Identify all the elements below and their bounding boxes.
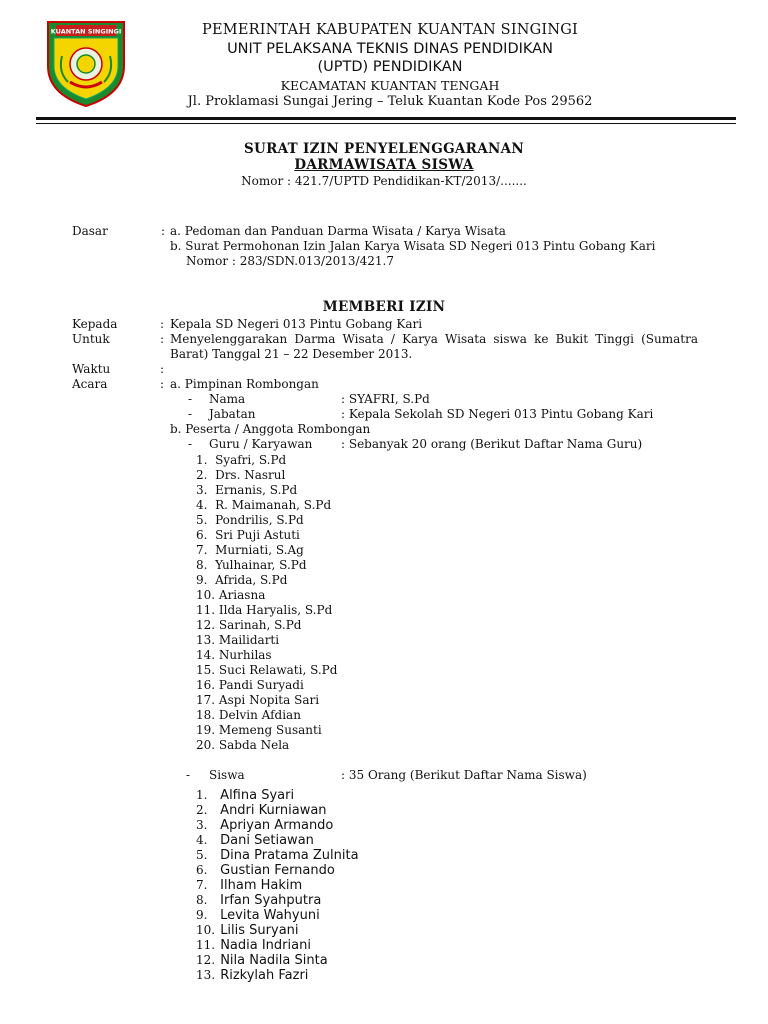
siswa-value: : 35 Orang (Berikut Daftar Nama Siswa) <box>341 768 587 782</box>
siswa-list-item: 3. Apriyan Armando <box>196 818 334 833</box>
guru-list-item: 14. Nurhilas <box>196 648 272 662</box>
siswa-list-item: 4. Dani Setiawan <box>196 833 314 848</box>
untuk-value-line2: Barat) Tanggal 21 – 22 Desember 2013. <box>170 347 413 361</box>
siswa-list-item: 5. Dina Pratama Zulnita <box>196 848 359 863</box>
jabatan-value: : Kepala Sekolah SD Negeri 013 Pintu Gobang Kari <box>341 407 654 421</box>
regency-emblem-logo <box>40 16 132 108</box>
document-title: SURAT IZIN PENYELENGGARANAN <box>243 141 525 157</box>
guru-list-item: 5. Pondrilis, S.Pd <box>196 513 304 527</box>
dash: - <box>188 407 193 421</box>
untuk-colon: : <box>160 332 165 346</box>
dash: - <box>186 768 191 782</box>
siswa-list-item: 8. Irfan Syahputra <box>196 893 322 908</box>
letterhead-rule-thin <box>36 123 736 124</box>
acara-item-b: b. Peserta / Anggota Rombongan <box>170 422 371 436</box>
dasar-item-b-nomor: Nomor : 283/SDN.013/2013/421.7 <box>186 254 394 268</box>
siswa-list-item: 7. Ilham Hakim <box>196 878 303 893</box>
siswa-list-item: 10. Lilis Suryani <box>196 923 299 938</box>
dasar-item-a: a. Pedoman dan Panduan Darma Wisata / Karya Wisata <box>170 224 506 238</box>
guru-value: : Sebanyak 20 orang (Berikut Daftar Nama Guru) <box>341 437 643 451</box>
guru-list-item: 9. Afrida, S.Pd <box>196 573 288 587</box>
letterhead-rule-thick <box>36 117 736 120</box>
guru-list-item: 6. Sri Puji Astuti <box>196 528 300 542</box>
guru-label: Guru / Karyawan <box>209 437 313 451</box>
guru-list-item: 12. Sarinah, S.Pd <box>196 618 302 632</box>
guru-list-item: 13. Mailidarti <box>196 633 280 647</box>
siswa-list-item: 1. Alfina Syari <box>196 788 295 803</box>
untuk-label: Untuk <box>72 332 110 346</box>
siswa-label: Siswa <box>209 768 245 782</box>
guru-list-item: 16. Pandi Suryadi <box>196 678 304 692</box>
siswa-list-item: 13. Rizkylah Fazri <box>196 968 309 983</box>
kepada-colon: : <box>160 317 165 331</box>
waktu-label: Waktu <box>72 362 111 376</box>
guru-list-item: 4. R. Maimanah, S.Pd <box>196 498 332 512</box>
siswa-list-item: 11. Nadia Indriani <box>196 938 311 953</box>
guru-list-item: 18. Delvin Afdian <box>196 708 301 722</box>
letterhead-address: Jl. Proklamasi Sungai Jering – Teluk Kuantan Kode Pos 29562 <box>187 94 593 109</box>
guru-list-item: 7. Murniati, S.Ag <box>196 543 304 557</box>
kepada-label: Kepada <box>72 317 118 331</box>
logo-text: KUANTAN SINGINGI <box>50 27 122 36</box>
dasar-label: Dasar <box>72 224 108 238</box>
guru-list-item: 8. Yulhainar, S.Pd <box>196 558 307 572</box>
untuk-value-line1: Menyelenggarakan Darma Wisata / Karya Wisata siswa ke Bukit Tinggi (Sumatra <box>170 332 698 346</box>
document-number: Nomor : 421.7/UPTD Pendidikan-KT/2013/....... <box>241 174 527 188</box>
nama-value: : SYAFRI, S.Pd <box>341 392 430 406</box>
siswa-list-item: 6. Gustian Fernando <box>196 863 335 878</box>
siswa-list-item: 9. Levita Wahyuni <box>196 908 320 923</box>
letterhead-unit: UNIT PELAKSANA TEKNIS DINAS PENDIDIKAN <box>227 41 553 57</box>
nama-label: Nama <box>209 392 246 406</box>
waktu-colon: : <box>160 362 165 376</box>
guru-list-item: 10. Ariasna <box>196 588 266 602</box>
dasar-item-b: b. Surat Permohonan Izin Jalan Karya Wisata SD Negeri 013 Pintu Gobang Kari <box>170 239 656 253</box>
guru-list-item: 19. Memeng Susanti <box>196 723 322 737</box>
guru-list-item: 17. Aspi Nopita Sari <box>196 693 320 707</box>
siswa-list-item: 2. Andri Kurniawan <box>196 803 327 818</box>
document-subtitle: DARMAWISATA SISWA <box>294 157 474 173</box>
grant-heading: MEMBERI IZIN <box>322 299 446 315</box>
dash: - <box>188 392 193 406</box>
guru-list-item: 11. Ilda Haryalis, S.Pd <box>196 603 333 617</box>
guru-list-item: 2. Drs. Nasrul <box>196 468 286 482</box>
jabatan-label: Jabatan <box>209 407 256 421</box>
kepada-value: Kepala SD Negeri 013 Pintu Gobang Kari <box>170 317 423 331</box>
acara-colon: : <box>160 377 165 391</box>
siswa-list-item: 12. Nila Nadila Sinta <box>196 953 328 968</box>
acara-item-a: a. Pimpinan Rombongan <box>170 377 319 391</box>
guru-list-item: 3. Ernanis, S.Pd <box>196 483 298 497</box>
guru-list-item: 20. Sabda Nela <box>196 738 290 752</box>
guru-list-item: 15. Suci Relawati, S.Pd <box>196 663 338 677</box>
letterhead-district: KECAMATAN KUANTAN TENGAH <box>280 78 500 93</box>
letterhead-uptd: (UPTD) PENDIDIKAN <box>317 59 463 75</box>
acara-label: Acara <box>72 377 108 391</box>
guru-list-item: 1. Syafri, S.Pd <box>196 453 287 467</box>
letterhead-government: PEMERINTAH KABUPATEN KUANTAN SINGINGI <box>202 22 578 38</box>
dasar-colon: : <box>161 224 166 238</box>
dash: - <box>188 437 193 451</box>
